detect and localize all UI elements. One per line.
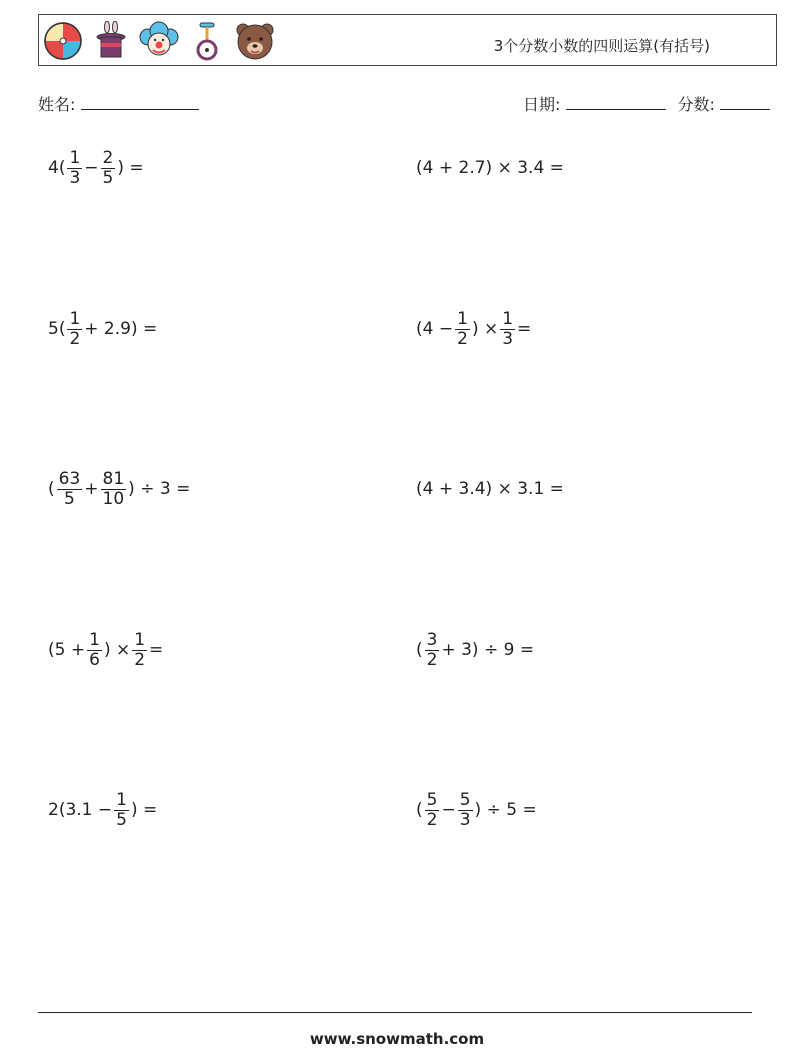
expression-text: 2(3.1 − [48, 800, 113, 820]
expression-text: + 3) ÷ 9 = [441, 640, 535, 660]
expression-text: 5( [48, 319, 66, 339]
expression-text: ) = [130, 800, 158, 820]
name-blank[interactable] [81, 95, 199, 110]
expression-text: = [149, 640, 164, 660]
numerator: 81 [102, 468, 125, 489]
fraction [132, 631, 147, 669]
denominator: 3 [459, 809, 471, 830]
numerator: 2 [102, 147, 114, 168]
fraction [458, 791, 473, 829]
expression-text: ( [416, 800, 423, 820]
worksheet-title: 3个分数小数的四则运算(有括号) [493, 37, 710, 55]
denominator: 2 [134, 649, 146, 670]
name-label: 姓名: [38, 95, 76, 114]
denominator: 2 [457, 328, 468, 349]
fraction [101, 470, 127, 508]
fraction [87, 631, 102, 669]
numerator: 5 [459, 789, 471, 810]
numerator: 1 [69, 147, 81, 168]
denominator: 2 [426, 809, 438, 830]
denominator: 5 [116, 809, 127, 830]
numerator: 3 [426, 629, 438, 650]
numerator: 1 [116, 789, 127, 810]
denominator: 2 [69, 328, 81, 349]
expression-text: = [517, 319, 532, 339]
problem-8 [415, 628, 535, 672]
date-score-fields [523, 92, 770, 115]
denominator: 5 [64, 488, 75, 509]
problem-10 [415, 788, 538, 832]
numerator: 1 [502, 308, 514, 329]
numerator: 5 [426, 789, 438, 810]
worksheet-header [38, 14, 777, 66]
magic-hat-icon [91, 21, 131, 61]
problem-5 [47, 467, 191, 511]
date-label: 日期: [523, 95, 561, 114]
expression-text: 4( [48, 158, 66, 178]
clown-icon [139, 21, 179, 61]
problem-7 [47, 628, 164, 672]
fraction [425, 631, 440, 669]
footer-divider [38, 1012, 752, 1013]
problem-1 [47, 146, 145, 190]
fraction [67, 310, 82, 348]
fraction [101, 149, 116, 187]
expression-text: ) = [117, 158, 144, 178]
date-blank[interactable] [566, 95, 666, 110]
numerator: 1 [69, 308, 81, 329]
fraction [425, 791, 440, 829]
problem-2 [415, 146, 565, 190]
fraction [57, 470, 83, 508]
score-label: 分数: [677, 95, 715, 114]
expression-text: ) ÷ 3 = [128, 479, 191, 499]
expression-text: ) ÷ 5 = [474, 800, 537, 820]
expression-text: + [84, 479, 99, 499]
score-blank[interactable] [720, 95, 770, 110]
expression-text: + 2.9) = [84, 319, 158, 339]
expression-text: ) × [103, 640, 131, 660]
denominator: 6 [89, 649, 100, 670]
unicycle-icon [187, 21, 227, 61]
denominator: 3 [502, 328, 514, 349]
numerator: 1 [457, 308, 468, 329]
denominator: 5 [102, 167, 114, 188]
icon-row [43, 21, 275, 61]
expression-text: − [84, 158, 99, 178]
footer-url: www.snowmath.com [309, 1030, 485, 1048]
bear-icon [235, 21, 275, 61]
numerator: 1 [89, 629, 100, 650]
problem-6 [415, 467, 565, 511]
denominator: 3 [69, 167, 81, 188]
expression-text: ( [48, 479, 55, 499]
expression-text: − [441, 800, 456, 820]
numerator: 1 [134, 629, 146, 650]
expression-text: (5 + [48, 640, 86, 660]
fraction [500, 310, 515, 348]
denominator: 10 [102, 488, 125, 509]
expression-text: (4 + 3.4) × 3.1 = [416, 479, 564, 499]
problem-9 [47, 788, 158, 832]
expression-text: ) × [471, 319, 499, 339]
name-field [38, 92, 199, 115]
beach-ball-icon [43, 21, 83, 61]
expression-text: ( [416, 640, 423, 660]
problem-4 [415, 307, 532, 351]
expression-text: (4 − [416, 319, 454, 339]
denominator: 2 [426, 649, 438, 670]
fraction [114, 791, 129, 829]
fraction [67, 149, 82, 187]
problem-3 [47, 307, 158, 351]
numerator: 63 [58, 468, 81, 489]
expression-text: (4 + 2.7) × 3.4 = [416, 158, 564, 178]
fraction [455, 310, 470, 348]
